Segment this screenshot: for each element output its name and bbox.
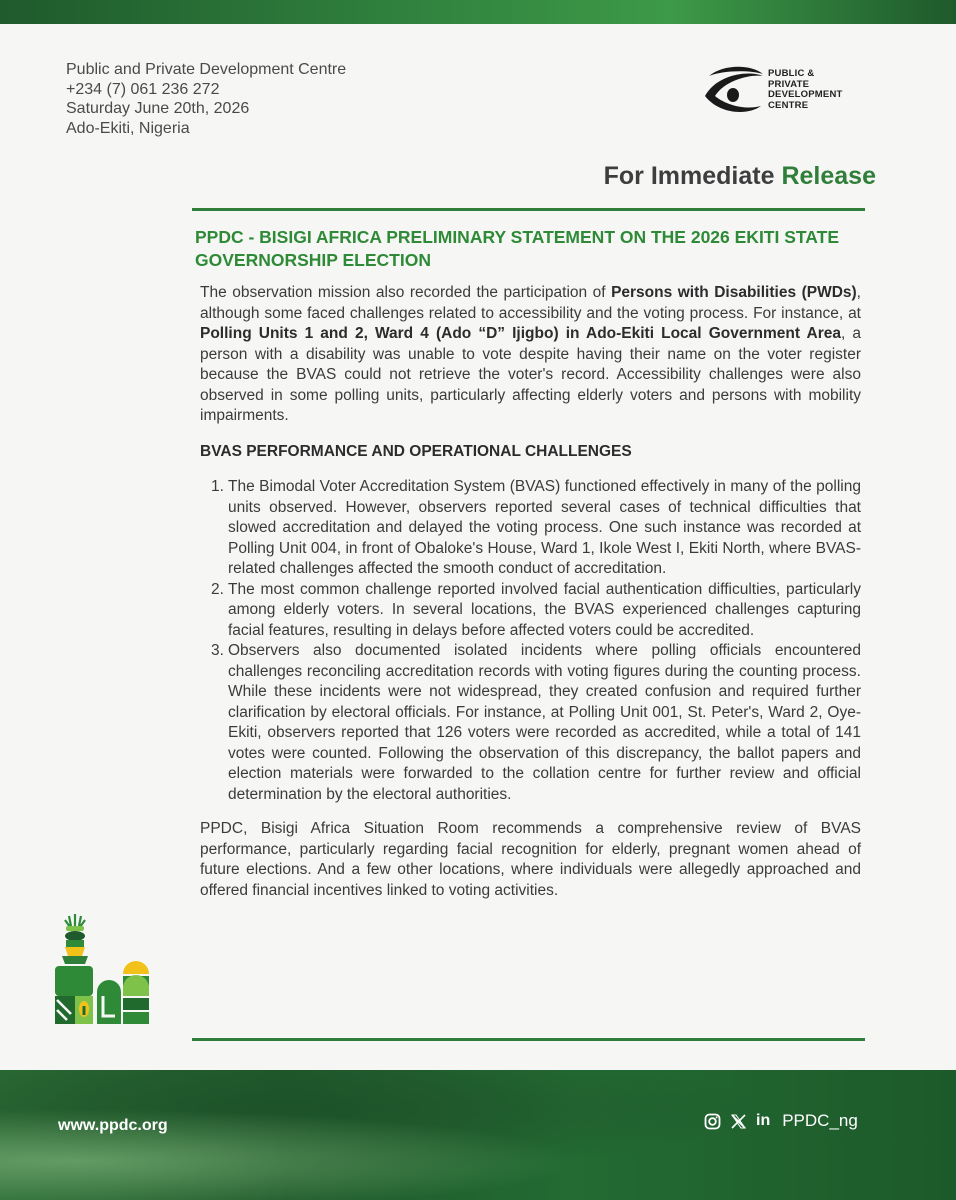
para1-bold-2: Polling Units 1 and 2, Ward 4 (Ado “D” Ijigbo) in Ado-Ekiti Local Government Area <box>200 325 841 342</box>
logo-line-2: PRIVATE <box>768 78 810 90</box>
sender-block <box>66 60 346 138</box>
list-text: The most common challenge reported involved facial authentication difficulties, particularly among elderly voters. In several locations, the BVAS experienced challenges capturing facial features, resulting in delays before affected voters could be accredited. <box>228 580 861 639</box>
list-number: 1. <box>211 478 224 495</box>
list-number: 3. <box>211 642 224 659</box>
top-band <box>0 0 956 24</box>
findings-list <box>200 477 861 805</box>
para1-bold-1: Persons with Disabilities (PWDs) <box>611 284 857 301</box>
para1-text-1: The observation mission also recorded the participation of <box>200 284 612 301</box>
list-item <box>200 477 861 580</box>
ppdc-eye-logo-icon <box>703 66 765 116</box>
sender-phone: +234 (7) 061 236 272 <box>66 80 220 98</box>
logo-line-3: DEVELOPMENT <box>768 89 843 100</box>
x-icon[interactable] <box>731 1114 746 1129</box>
list-number: 2. <box>211 580 224 598</box>
instagram-icon[interactable] <box>704 1113 721 1130</box>
ekiti-election-emblem-icon <box>53 914 151 1033</box>
sender-date: Saturday June 20th, 2026 <box>66 100 250 117</box>
list-text: The Bimodal Voter Accreditation System (BVAS) functioned effectively in many of the polling units observed. However, observers reported several cases of technical difficulties that slowed accreditation and delayed the voting process. One such instance was recorded at Polling Unit 004, in front of Obaloke's House, Ward 1, Ikole West I, Ekiti North, where BVAS-related challenges affected the smooth conduct of accreditation. <box>228 478 861 577</box>
footer <box>0 1070 956 1200</box>
list-item <box>200 641 861 805</box>
logo-text <box>768 69 843 111</box>
release-prefix: For Immediate <box>603 162 775 190</box>
release-heading <box>604 162 876 191</box>
para1-text-3: , a person with a disability was unable to vote despite having their name on the voter register because the BVAS could not retrieve the voter's record. Accessibility challenges were also observed in some polling units, particularly affecting elderly voters and persons with mobility impairments. <box>200 325 862 424</box>
release-accent: Release <box>781 162 876 190</box>
list-item <box>200 580 861 642</box>
linkedin-icon[interactable]: in <box>756 1112 771 1129</box>
paragraph-recommendation: PPDC, Bisigi Africa Situation Room recommends a comprehensive review of BVAS performance, particularly regarding facial recognition for elderly, pregnant women ahead of future elections. And a few other locations, where individuals were allegedly approached and offered financial incentives linked to voting activities. <box>200 820 861 899</box>
headline: PPDC - BISIGI AFRICA PRELIMINARY STATEMENT ON THE 2026 EKITI STATE GOVERNORSHIP ELECTION <box>195 227 839 270</box>
social-links <box>704 1110 858 1132</box>
website-link[interactable]: www.ppdc.org <box>58 1117 168 1134</box>
ppdc-logo <box>703 66 883 126</box>
list-text: Observers also documented isolated incidents where polling officials encountered challenges reconciling accreditation records with voting figures during the counting process. While these incidents were not widespread, they created confusion and required further clarification by electoral officials. For instance, at Polling Unit 001, St. Peter's, Ward 2, Oye-Ekiti, observers reported that 126 voters were recorded as accredited, while a total of 141 votes were counted. Following the observation of this discrepancy, the ballot papers and election materials were forwarded to the collation centre for further review and official determination by the electoral authorities. <box>228 642 861 803</box>
logo-line-1: PUBLIC & <box>768 68 815 79</box>
top-divider <box>192 208 865 211</box>
paragraph-pwds <box>200 283 861 427</box>
social-handle[interactable]: PPDC_ng <box>782 1111 858 1130</box>
sender-location: Ado-Ekiti, Nigeria <box>66 119 190 137</box>
body-content <box>200 283 861 901</box>
logo-line-4: CENTRE <box>768 99 809 111</box>
sender-org: Public and Private Development Centre <box>66 61 347 78</box>
bottom-divider <box>192 1038 865 1041</box>
para1-text-2: , although some faced challenges related to accessibility and the voting process. For instance, at <box>200 284 861 322</box>
section-heading: BVAS PERFORMANCE AND OPERATIONAL CHALLENGES <box>200 442 632 460</box>
